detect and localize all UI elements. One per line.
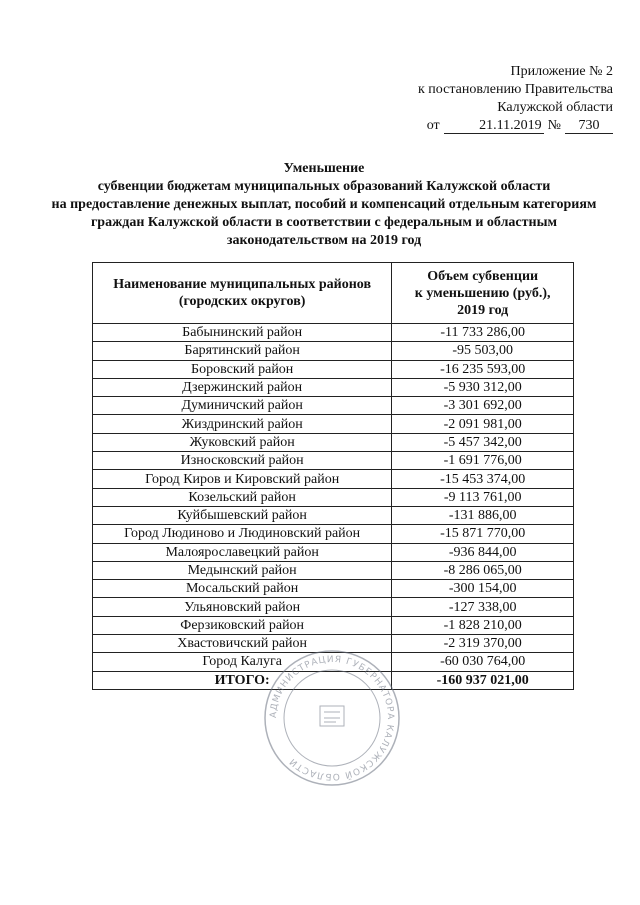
subvention-amount: -11 733 286,00 bbox=[392, 324, 574, 342]
decree-number: 730 bbox=[565, 118, 613, 134]
subvention-amount: -5 457 342,00 bbox=[392, 433, 574, 451]
table-row bbox=[93, 580, 574, 598]
district-name: Ульяновский район bbox=[93, 598, 392, 616]
table-row bbox=[93, 397, 574, 415]
title-line-2: на предоставление денежных выплат, пособий и компенсаций отдельным категориям bbox=[51, 197, 597, 212]
district-name: Дзержинский район bbox=[93, 378, 392, 396]
subvention-amount: -15 453 374,00 bbox=[392, 470, 574, 488]
district-name: Город Людиново и Людиновский район bbox=[93, 525, 392, 543]
appendix-header bbox=[353, 63, 613, 135]
title-line-3: граждан Калужской области в соответствии с федеральным и областным bbox=[90, 215, 558, 230]
table-body bbox=[93, 324, 574, 672]
table-row bbox=[93, 543, 574, 561]
subvention-amount: -60 030 764,00 bbox=[392, 653, 574, 671]
table-row bbox=[93, 433, 574, 451]
table-row bbox=[93, 324, 574, 342]
table-row bbox=[93, 378, 574, 396]
district-name: Козельский район bbox=[93, 488, 392, 506]
total-label: ИТОГО: bbox=[93, 671, 392, 689]
subvention-amount: -9 113 761,00 bbox=[392, 488, 574, 506]
district-name: Куйбышевский район bbox=[93, 506, 392, 524]
official-seal-icon bbox=[262, 648, 402, 788]
table-row bbox=[93, 525, 574, 543]
table-row bbox=[93, 616, 574, 634]
subvention-amount: -3 301 692,00 bbox=[392, 397, 574, 415]
table-row bbox=[93, 360, 574, 378]
district-name: Думиничский район bbox=[93, 397, 392, 415]
subvention-table bbox=[92, 262, 574, 690]
table-row bbox=[93, 488, 574, 506]
appendix-line-2: Калужской области bbox=[497, 100, 613, 115]
district-name: Мосальский район bbox=[93, 580, 392, 598]
total-amount: -160 937 021,00 bbox=[392, 671, 574, 689]
subvention-amount: -936 844,00 bbox=[392, 543, 574, 561]
district-name: Бабынинский район bbox=[93, 324, 392, 342]
subvention-amount: -1 691 776,00 bbox=[392, 452, 574, 470]
district-name: Город Киров и Кировский район bbox=[93, 470, 392, 488]
district-name: Износковский район bbox=[93, 452, 392, 470]
district-name: Город Калуга bbox=[93, 653, 392, 671]
subvention-amount: -1 828 210,00 bbox=[392, 616, 574, 634]
district-name: Жиздринский район bbox=[93, 415, 392, 433]
table-row bbox=[93, 561, 574, 579]
district-name: Хвастовичский район bbox=[93, 635, 392, 653]
subvention-amount: -16 235 593,00 bbox=[392, 360, 574, 378]
table-row bbox=[93, 506, 574, 524]
district-name: Ферзиковский район bbox=[93, 616, 392, 634]
table-row bbox=[93, 452, 574, 470]
subvention-amount: -131 886,00 bbox=[392, 506, 574, 524]
seal-text: АДМИНИСТРАЦИЯ ГУБЕРНАТОРА КАЛУЖСКОЙ ОБЛАСТИ bbox=[268, 654, 396, 782]
table-row bbox=[93, 415, 574, 433]
district-name: Барятинский район bbox=[93, 342, 392, 360]
district-name: Жуковский район bbox=[93, 433, 392, 451]
decree-date: 21.11.2019 bbox=[444, 118, 544, 134]
subvention-amount: -15 871 770,00 bbox=[392, 525, 574, 543]
title-line-4: законодательством на 2019 год bbox=[226, 233, 422, 248]
table-row bbox=[93, 342, 574, 360]
subvention-amount: -8 286 065,00 bbox=[392, 561, 574, 579]
subvention-amount: -127 338,00 bbox=[392, 598, 574, 616]
appendix-title: Приложение № 2 bbox=[510, 64, 613, 79]
header-amount: Объем субвенции к уменьшению (руб.), 2019 год bbox=[392, 263, 574, 324]
table-row bbox=[93, 470, 574, 488]
number-label: № bbox=[547, 118, 561, 133]
subvention-amount: -2 319 370,00 bbox=[392, 635, 574, 653]
subvention-amount: -5 930 312,00 bbox=[392, 378, 574, 396]
table-row bbox=[93, 598, 574, 616]
district-name: Малоярославецкий район bbox=[93, 543, 392, 561]
appendix-reference bbox=[353, 117, 613, 135]
district-name: Медынский район bbox=[93, 561, 392, 579]
table-header-row bbox=[93, 263, 574, 324]
title-heading: Уменьшение bbox=[283, 161, 365, 176]
document-title bbox=[40, 160, 608, 250]
appendix-line-1: к постановлению Правительства bbox=[417, 82, 613, 97]
title-line-1: субвенции бюджетам муниципальных образований Калужской области bbox=[97, 179, 551, 194]
from-label: от bbox=[426, 118, 440, 133]
subvention-amount: -2 091 981,00 bbox=[392, 415, 574, 433]
subvention-amount: -300 154,00 bbox=[392, 580, 574, 598]
district-name: Боровский район bbox=[93, 360, 392, 378]
subvention-amount: -95 503,00 bbox=[392, 342, 574, 360]
header-name: Наименование муниципальных районов (городских округов) bbox=[93, 263, 392, 324]
